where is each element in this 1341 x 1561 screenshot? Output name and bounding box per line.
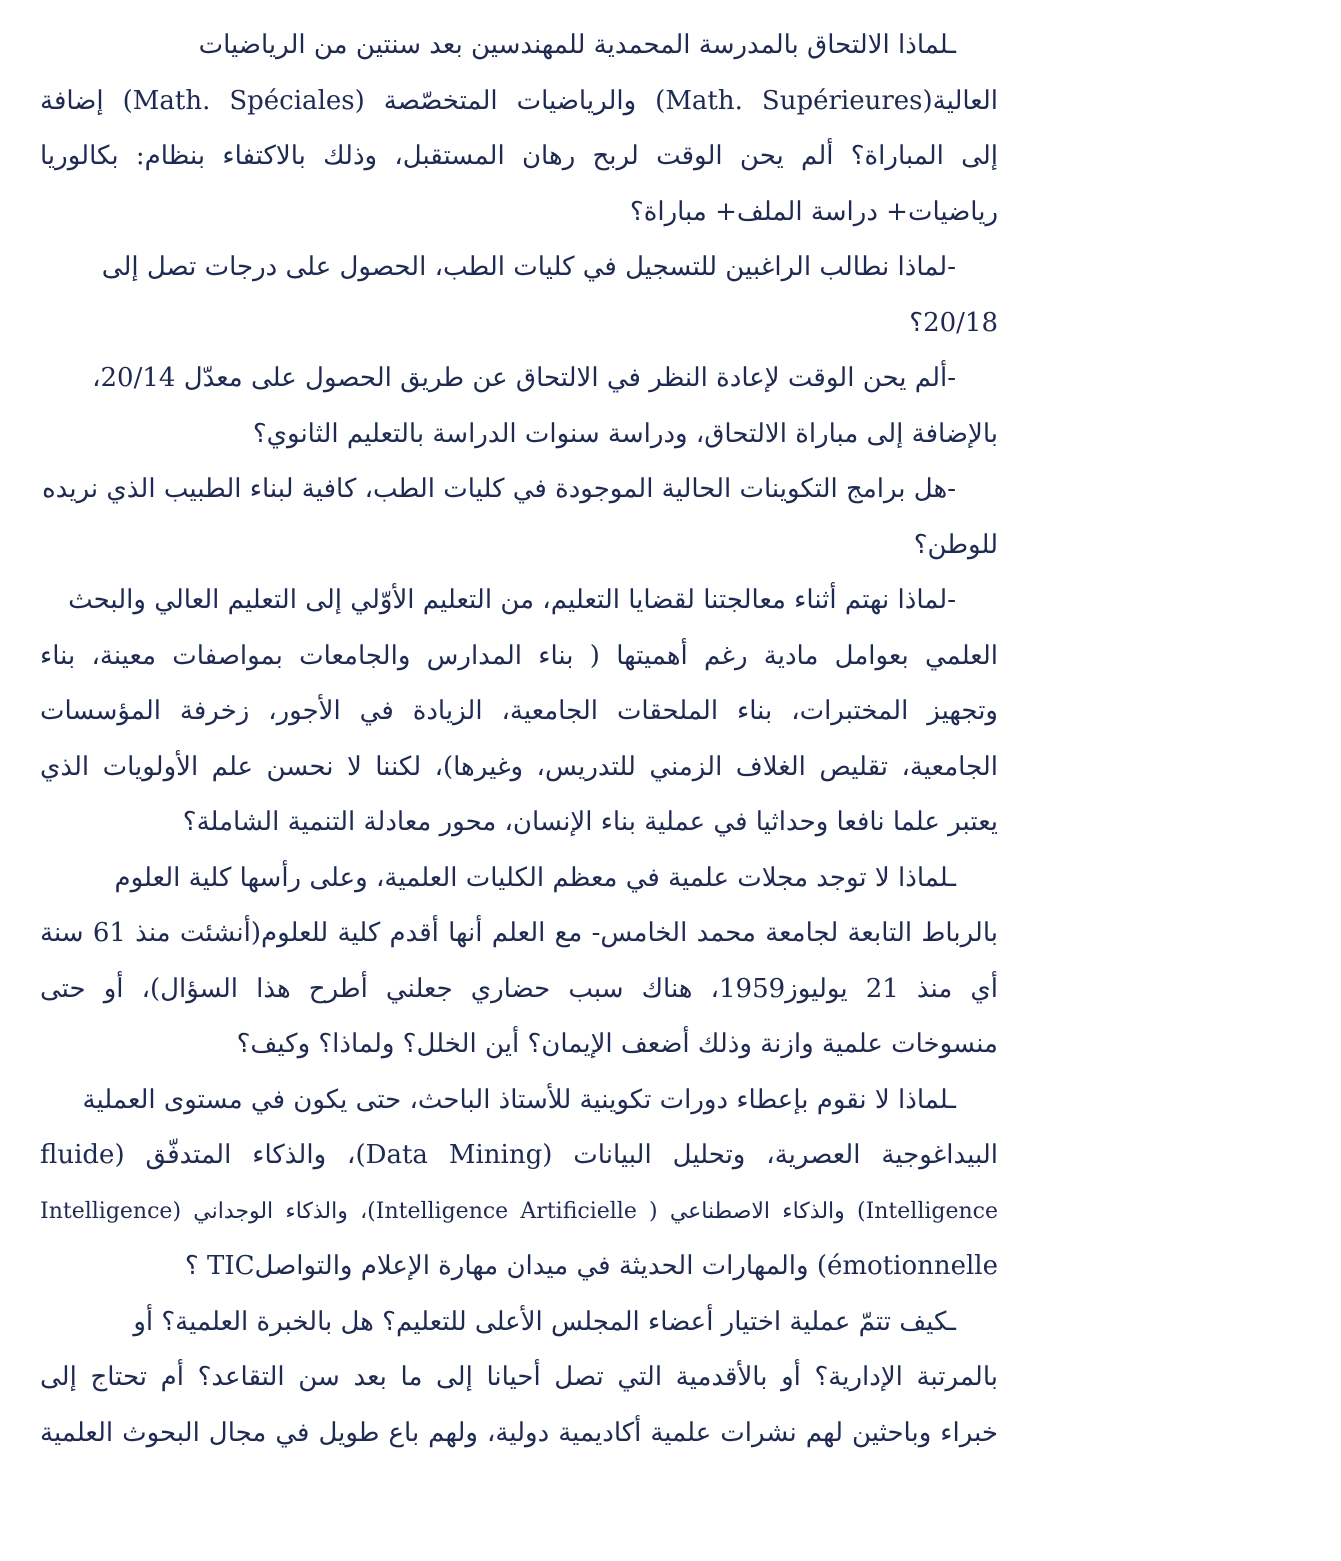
text-line: -هل برامج التكوينات الحالية الموجودة في كليات الطب، كافية لبناء الطبيب الذي نريده [42, 474, 956, 504]
text-line: إلى المباراة؟ ألم يحن الوقت لربح رهان المستقبل، وذلك بالاكتفاء بنظام: بكالوريا [40, 141, 998, 171]
text-line: أي منذ 21 يوليوز1959، هناك سبب حضاري جعلني أطرح هذا السؤال)، أو حتى [40, 973, 998, 1004]
text-line: يعتبر علما نافعا وحداثيا في عملية بناء الإنسان، محور معادلة التنمية الشاملة؟ [182, 807, 998, 837]
text-line: منسوخات علمية وازنة وذلك أضعف الإيمان؟ أين الخلل؟ ولماذا؟ وكيف؟ [236, 1029, 998, 1059]
text-line: للوطن؟ [913, 529, 998, 560]
text-line: émotionnelle) والمهارات الحديثة في ميدان مهارة الإعلام والتواصلTIC ؟ [184, 1251, 998, 1281]
text-line: ـكيف تتمّ عملية اختيار أعضاء المجلس الأعلى للتعليم؟ هل بالخبرة العلمية؟ أو [133, 1306, 956, 1337]
text-line: رياضيات+ دراسة الملف+ مباراة؟ [629, 196, 998, 227]
text-line: العلمي بعوامل مادية رغم أهميتها ( بناء المدارس والجامعات بمواصفات معينة، بناء [40, 640, 998, 671]
text-line: العالية(Math. Supérieures) والرياضيات المتخصّصة (Math. Spéciales) إضافة [40, 85, 998, 116]
text-line: -لماذا نطالب الراغبين للتسجيل في كليات الطب، الحصول على درجات تصل إلى [101, 252, 956, 282]
text-line: الجامعية، تقليص الغلاف الزمني للتدريس، وغيرها)، لكننا لا نحسن علم الأولويات الذي [40, 751, 998, 782]
document-body [40, 18, 998, 1461]
text-line: -ألم يحن الوقت لإعادة النظر في الالتحاق عن طريق الحصول على معدّل 20/14، [92, 363, 956, 393]
text-line: 20/18؟ [909, 307, 998, 338]
text-line: البيداغوجية العصرية، وتحليل البيانات (Data Mining)، والذكاء المتدفّق (fluide [40, 1140, 998, 1170]
text-line: ـلماذا لا نقوم بإعطاء دورات تكوينية للأستاذ الباحث، حتى يكون في مستوى العملية [82, 1084, 956, 1115]
text-line: خبراء وباحثين لهم نشرات علمية أكاديمية دولية، ولهم باع طويل في مجال البحوث العلمية [40, 1417, 998, 1448]
text-line: بالرباط التابعة لجامعة محمد الخامس- مع العلم أنها أقدم كلية للعلوم(أنشئت منذ 61 سنة [40, 918, 998, 948]
text-line: -لماذا نهتم أثناء معالجتنا لقضايا التعليم، من التعليم الأوّلي إلى التعليم العالي والبحث [68, 585, 956, 615]
text-line: ـلماذا الالتحاق بالمدرسة المحمدية للمهندسين بعد سنتين من الرياضيات [198, 30, 956, 60]
text-line: بالمرتبة الإدارية؟ أو بالأقدمية التي تصل أحيانا إلى ما بعد سن التقاعد؟ أم تحتاج إلى [40, 1362, 998, 1392]
text-line: ـلماذا لا توجد مجلات علمية في معظم الكليات العلمية، وعلى رأسها كلية العلوم [114, 862, 956, 893]
text-line: Intelligence) والذكاء الاصطناعي ( Intelligence Artificielle)، والذكاء الوجداني (Intelligence [40, 1198, 999, 1224]
text-line: وتجهيز المختبرات، بناء الملحقات الجامعية، الزيادة في الأجور، زخرفة المؤسسات [40, 696, 998, 726]
text-line: بالإضافة إلى مباراة الالتحاق، ودراسة سنوات الدراسة بالتعليم الثانوي؟ [252, 418, 998, 449]
